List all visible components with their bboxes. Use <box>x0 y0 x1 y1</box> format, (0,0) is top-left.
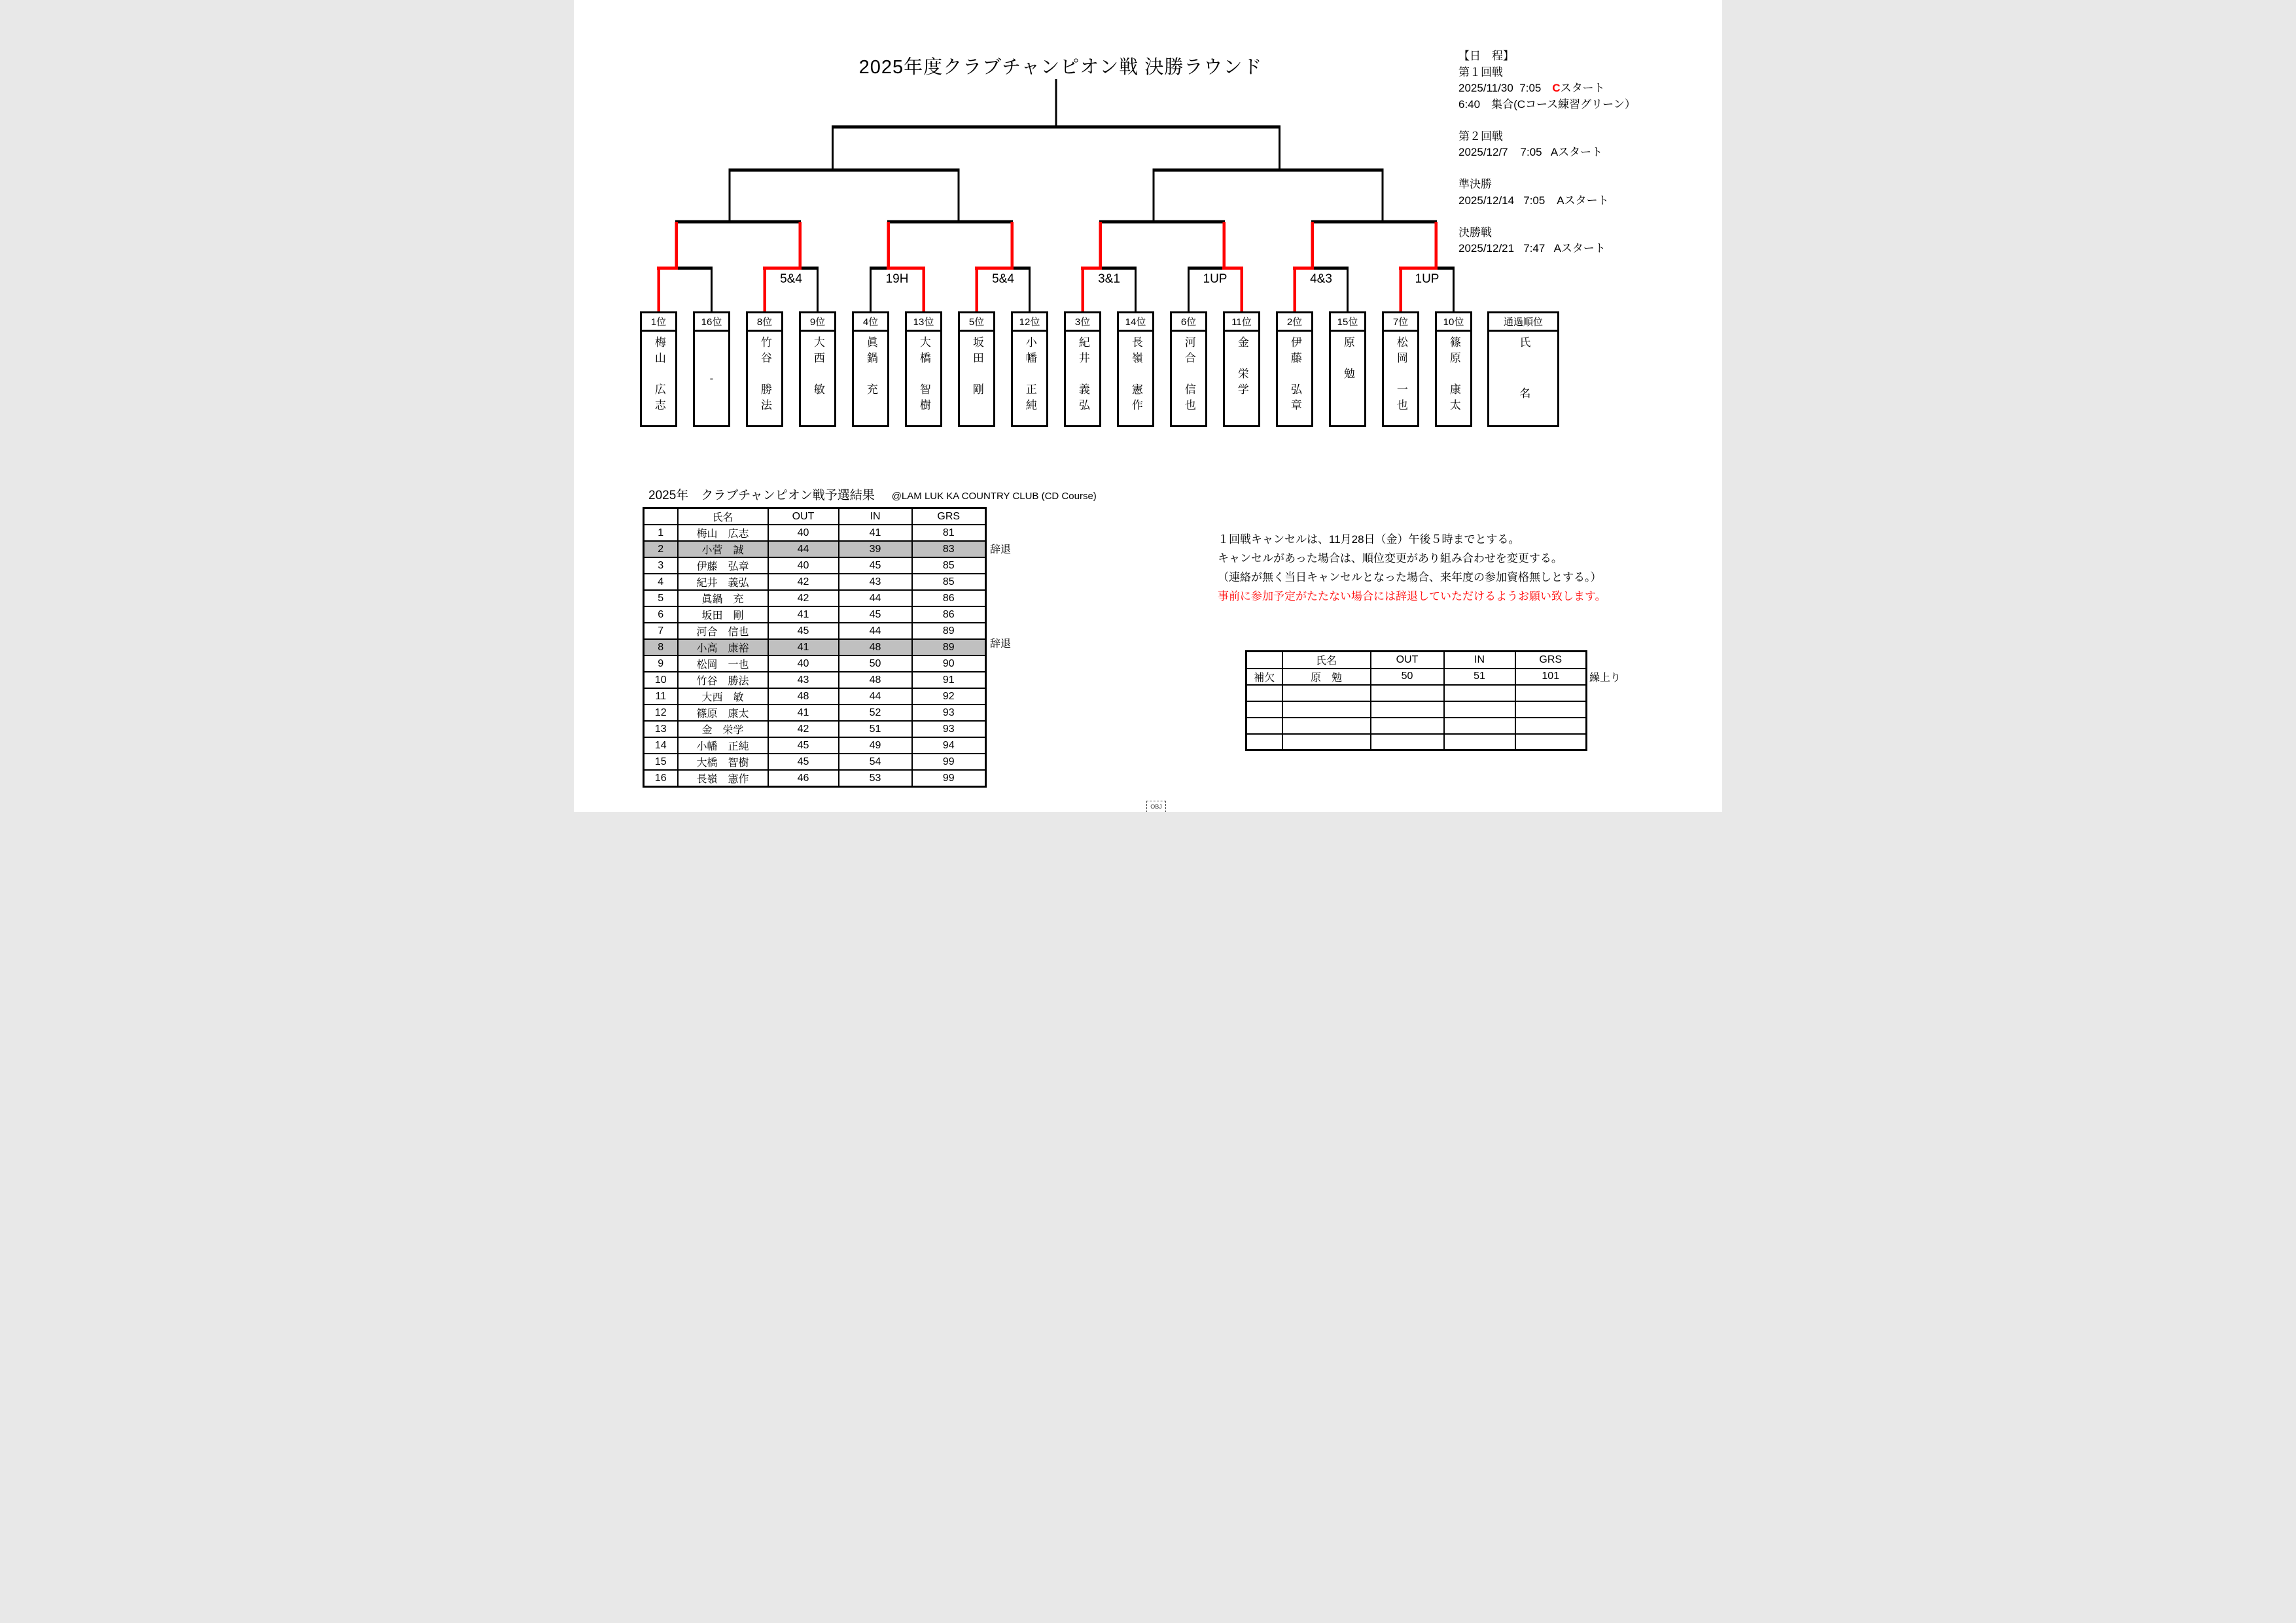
qualifying-heading <box>648 485 1097 503</box>
table-cell: 2 <box>644 541 678 557</box>
bracket-slot-14 <box>1329 311 1366 427</box>
bracket-slot-10 <box>1117 311 1154 427</box>
table-cell: 原 勉 <box>1282 669 1371 685</box>
vertical-name-text: 金 栄学 <box>1235 336 1248 399</box>
vertical-name-text: 大西 敏 <box>811 336 824 399</box>
table-cell: 眞鍋 充 <box>678 590 768 606</box>
table-cell: 89 <box>912 639 986 655</box>
table-row <box>644 557 986 574</box>
qualifying-title: 2025年 クラブチャンピオン戦予選結果 <box>648 489 875 502</box>
slot-rank-label: 10位 <box>1437 313 1470 332</box>
match-result-label: 3&1 <box>1098 272 1120 286</box>
slot-player-name <box>1489 332 1557 425</box>
slot-rank-label: 7位 <box>1384 313 1417 332</box>
table-cell: 83 <box>912 541 986 557</box>
table-cell: 12 <box>644 705 678 721</box>
vertical-name-text: 梅山 広志 <box>652 336 665 415</box>
vertical-name-text: 河合 信也 <box>1182 336 1195 415</box>
slot-player-name <box>1225 332 1258 425</box>
match-result-label: 1UP <box>1203 272 1227 286</box>
table-cell: 小高 康裕 <box>678 639 768 655</box>
bracket-slot-6 <box>905 311 942 427</box>
column-header: 氏名 <box>1282 652 1371 669</box>
table-cell <box>1515 734 1587 750</box>
bracket-slot-7 <box>958 311 995 427</box>
vertical-name-text: 眞鍋 充 <box>864 336 877 399</box>
match-result-label: 4&3 <box>1310 272 1332 286</box>
slot-player-name <box>1437 332 1470 425</box>
table-cell: 11 <box>644 688 678 705</box>
note-line: １回戦キャンセルは、11月28日（金）午後５時までとする。 <box>1218 533 1520 546</box>
table-cell <box>1282 718 1371 734</box>
table-cell <box>1282 685 1371 701</box>
table-cell: 小幡 正純 <box>678 737 768 754</box>
vertical-name-text: 坂田 剛 <box>970 336 983 399</box>
table-cell: 長嶺 憲作 <box>678 770 768 787</box>
table-cell: 7 <box>644 623 678 639</box>
table-cell: 10 <box>644 672 678 688</box>
table-cell: 94 <box>912 737 986 754</box>
table-cell: 16 <box>644 770 678 787</box>
column-header: GRS <box>1515 652 1587 669</box>
table-cell <box>1515 685 1587 701</box>
table-cell: 85 <box>912 557 986 574</box>
column-header <box>1246 652 1282 669</box>
table-cell: 41 <box>768 639 839 655</box>
slot-rank-label: 16位 <box>695 313 728 332</box>
bracket-slot-3 <box>746 311 783 427</box>
table-cell: 44 <box>839 590 912 606</box>
vertical-name-text: 篠原 康太 <box>1447 336 1460 415</box>
slot-player-name <box>748 332 781 425</box>
table-cell: 40 <box>768 525 839 541</box>
schedule-line: 準決勝 <box>1458 178 1492 190</box>
tournament-sheet <box>574 0 1722 812</box>
schedule-line: 6:40 集合(Cコース練習グリーン） <box>1458 97 1636 111</box>
slot-rank-label: 14位 <box>1119 313 1152 332</box>
table-cell <box>1515 701 1587 718</box>
table-cell: 51 <box>1444 669 1515 685</box>
table-row <box>644 639 986 655</box>
table-header-row <box>644 508 986 525</box>
column-header: OUT <box>768 508 839 525</box>
table-cell: 91 <box>912 672 986 688</box>
bracket-slot-8 <box>1011 311 1048 427</box>
table-cell: 紀井 義弘 <box>678 574 768 590</box>
page-title: 2025年度クラブチャンピオン戦 決勝ラウンド <box>858 57 1263 78</box>
table-cell: 86 <box>912 590 986 606</box>
bracket-slot-16 <box>1435 311 1472 427</box>
match-result-label: 1UP <box>1415 272 1439 286</box>
column-header: IN <box>1444 652 1515 669</box>
schedule-line: 第２回戦 <box>1458 130 1503 143</box>
slot-player-name <box>854 332 887 425</box>
qualifying-venue: @LAM LUK KA COUNTRY CLUB (CD Course) <box>891 491 1097 502</box>
table-cell: 9 <box>644 655 678 672</box>
table-row <box>644 754 986 770</box>
table-cell <box>1246 685 1282 701</box>
vertical-name-text: 大橋 智樹 <box>917 336 930 415</box>
table-row <box>644 606 986 623</box>
table-cell <box>1246 734 1282 750</box>
slot-player-name <box>960 332 993 425</box>
table-cell: 松岡 一也 <box>678 655 768 672</box>
table-header-row <box>1246 652 1587 669</box>
table-cell: 42 <box>768 590 839 606</box>
table-cell: 5 <box>644 590 678 606</box>
table-cell: 54 <box>839 754 912 770</box>
table-cell <box>1444 734 1515 750</box>
table-cell: 44 <box>768 541 839 557</box>
table-cell: 梅山 広志 <box>678 525 768 541</box>
table-row <box>644 688 986 705</box>
table-cell: 53 <box>839 770 912 787</box>
match-result-label: 19H <box>885 272 909 286</box>
schedule-line: 第１回戦 <box>1458 65 1503 79</box>
table-cell: 51 <box>839 721 912 737</box>
schedule-line: 2025/12/7 7:05 Aスタート <box>1458 146 1603 158</box>
table-cell <box>1282 734 1371 750</box>
withdrawal-note: 辞退 <box>990 638 1012 650</box>
slot-player-name <box>1331 332 1364 425</box>
table-cell: 金 栄学 <box>678 721 768 737</box>
table-cell <box>1444 685 1515 701</box>
table-cell <box>1515 718 1587 734</box>
slot-player-name <box>1013 332 1046 425</box>
bracket-slot-4 <box>799 311 836 427</box>
withdrawal-note: 辞退 <box>990 544 1012 555</box>
table-cell: 8 <box>644 639 678 655</box>
table-cell <box>1246 701 1282 718</box>
table-cell: 14 <box>644 737 678 754</box>
slot-rank-label: 11位 <box>1225 313 1258 332</box>
bracket-slot-12 <box>1223 311 1260 427</box>
table-cell: 90 <box>912 655 986 672</box>
vertical-name-text: 原 勉 <box>1341 336 1354 383</box>
schedule-line: 決勝戦 <box>1458 226 1492 239</box>
table-cell: 92 <box>912 688 986 705</box>
column-header: GRS <box>912 508 986 525</box>
table-cell: 41 <box>768 606 839 623</box>
note-line: 事前に参加予定がたたない場合には辞退していただけるようお願い致します。 <box>1218 590 1606 602</box>
slot-rank-label: 2位 <box>1278 313 1311 332</box>
table-row <box>644 574 986 590</box>
table-cell: 41 <box>839 525 912 541</box>
table-cell <box>1246 718 1282 734</box>
table-cell: 81 <box>912 525 986 541</box>
vertical-name-text: 長嶺 憲作 <box>1129 336 1142 415</box>
slot-rank-label: 6位 <box>1172 313 1205 332</box>
table-cell: 小菅 誠 <box>678 541 768 557</box>
table-cell: 45 <box>768 737 839 754</box>
cancellation-notes <box>1218 530 1606 606</box>
column-header: 氏名 <box>678 508 768 525</box>
table-row <box>644 541 986 557</box>
start-course-accent: C <box>1552 82 1561 94</box>
table-cell: 補欠 <box>1246 669 1282 685</box>
bracket-slot-9 <box>1064 311 1101 427</box>
slot-rank-label: 15位 <box>1331 313 1364 332</box>
table-cell: 40 <box>768 557 839 574</box>
table-cell: 45 <box>839 606 912 623</box>
slot-rank-label: 3位 <box>1066 313 1099 332</box>
match-result-label: 5&4 <box>992 272 1014 286</box>
bracket-slot-1 <box>640 311 677 427</box>
table-cell: 42 <box>768 721 839 737</box>
table-row <box>1246 685 1587 701</box>
table-cell: 13 <box>644 721 678 737</box>
table-row <box>644 672 986 688</box>
table-cell: 44 <box>839 623 912 639</box>
table-cell: 93 <box>912 705 986 721</box>
slot-rank-label: 5位 <box>960 313 993 332</box>
table-row <box>1246 669 1587 685</box>
slot-player-name <box>1172 332 1205 425</box>
table-cell: 42 <box>768 574 839 590</box>
table-cell: 6 <box>644 606 678 623</box>
table-row <box>1246 718 1587 734</box>
vertical-name-text: 紀井 義弘 <box>1076 336 1089 415</box>
slot-rank-label: 4位 <box>854 313 887 332</box>
table-cell: 48 <box>768 688 839 705</box>
table-cell <box>1444 718 1515 734</box>
table-row <box>644 705 986 721</box>
table-cell: 39 <box>839 541 912 557</box>
table-cell <box>1371 718 1444 734</box>
qualifying-results-table <box>643 507 987 788</box>
table-row <box>644 721 986 737</box>
schedule-line: 【日 程】 <box>1458 50 1514 62</box>
slot-player-name <box>801 332 834 425</box>
slot-rank-label: 12位 <box>1013 313 1046 332</box>
table-cell: 伊藤 弘章 <box>678 557 768 574</box>
table-row <box>644 655 986 672</box>
table-cell <box>1444 701 1515 718</box>
schedule-line: 2025/12/21 7:47 Aスタート <box>1458 242 1606 254</box>
match-result-label: 5&4 <box>780 272 802 286</box>
slot-rank-label: 8位 <box>748 313 781 332</box>
table-cell: 篠原 康太 <box>678 705 768 721</box>
promotion-note: 繰上り <box>1589 672 1621 684</box>
table-cell: 99 <box>912 770 986 787</box>
table-row <box>1246 734 1587 750</box>
vertical-name-text: 小幡 正純 <box>1023 336 1036 415</box>
table-row <box>1246 701 1587 718</box>
slot-rank-label: 13位 <box>907 313 940 332</box>
table-cell: 101 <box>1515 669 1587 685</box>
table-cell: 99 <box>912 754 986 770</box>
table-cell: 3 <box>644 557 678 574</box>
bracket-slot-2 <box>693 311 730 427</box>
substitute-table <box>1245 650 1587 751</box>
table-cell: 85 <box>912 574 986 590</box>
legend-box <box>1487 311 1559 427</box>
table-row <box>644 525 986 541</box>
slot-rank-label: 1位 <box>642 313 675 332</box>
column-header <box>644 508 678 525</box>
slot-player-name <box>907 332 940 425</box>
table-cell: 1 <box>644 525 678 541</box>
note-line: （連絡が無く当日キャンセルとなった場合、来年度の参加資格無しとする。） <box>1218 571 1602 584</box>
table-cell: 93 <box>912 721 986 737</box>
table-cell <box>1371 701 1444 718</box>
table-cell: 大西 敏 <box>678 688 768 705</box>
table-cell <box>1371 734 1444 750</box>
schedule-line: 2025/11/30 7:05 Cスタート <box>1458 82 1605 94</box>
slot-player-name <box>1119 332 1152 425</box>
table-cell: 4 <box>644 574 678 590</box>
table-cell: 89 <box>912 623 986 639</box>
table-cell <box>1371 685 1444 701</box>
table-cell: 15 <box>644 754 678 770</box>
slot-player-name <box>1278 332 1311 425</box>
table-cell: 43 <box>768 672 839 688</box>
table-cell: 50 <box>839 655 912 672</box>
table-cell: 41 <box>768 705 839 721</box>
column-header: IN <box>839 508 912 525</box>
slot-player-name <box>642 332 675 425</box>
slot-player-name <box>1384 332 1417 425</box>
vertical-name-text: 松岡 一也 <box>1394 336 1407 415</box>
slot-player-name <box>1066 332 1099 425</box>
slot-rank-label: 9位 <box>801 313 834 332</box>
table-cell: 河合 信也 <box>678 623 768 639</box>
table-cell: 大橋 智樹 <box>678 754 768 770</box>
vertical-name-text: 伊藤 弘章 <box>1288 336 1301 415</box>
table-cell: 48 <box>839 639 912 655</box>
table-cell: 44 <box>839 688 912 705</box>
table-cell <box>1282 701 1371 718</box>
embedded-object-marker: OBJ <box>1146 801 1166 812</box>
table-row <box>644 770 986 787</box>
table-row <box>644 623 986 639</box>
table-cell: 45 <box>768 623 839 639</box>
bracket-slot-15 <box>1382 311 1419 427</box>
bracket-slot-5 <box>852 311 889 427</box>
bracket-slot-11 <box>1170 311 1207 427</box>
table-cell: 40 <box>768 655 839 672</box>
table-cell: 86 <box>912 606 986 623</box>
table-cell: 43 <box>839 574 912 590</box>
table-cell: 竹谷 勝法 <box>678 672 768 688</box>
schedule-line: 2025/12/14 7:05 Aスタート <box>1458 194 1609 207</box>
vertical-name-text: 氏 名 <box>1517 336 1530 413</box>
slot-rank-label: 通過順位 <box>1489 313 1557 332</box>
vertical-name-text: 竹谷 勝法 <box>758 336 771 415</box>
table-cell: 48 <box>839 672 912 688</box>
table-cell: 45 <box>839 557 912 574</box>
note-line: キャンセルがあった場合は、順位変更があり組み合わせを変更する。 <box>1218 552 1563 565</box>
table-cell: 坂田 剛 <box>678 606 768 623</box>
table-cell: 50 <box>1371 669 1444 685</box>
table-cell: 45 <box>768 754 839 770</box>
table-cell: 49 <box>839 737 912 754</box>
column-header: OUT <box>1371 652 1444 669</box>
bracket-slot-13 <box>1276 311 1313 427</box>
table-row <box>644 590 986 606</box>
table-cell: 46 <box>768 770 839 787</box>
table-row <box>644 737 986 754</box>
table-cell: 52 <box>839 705 912 721</box>
slot-player-name: - <box>709 372 714 385</box>
